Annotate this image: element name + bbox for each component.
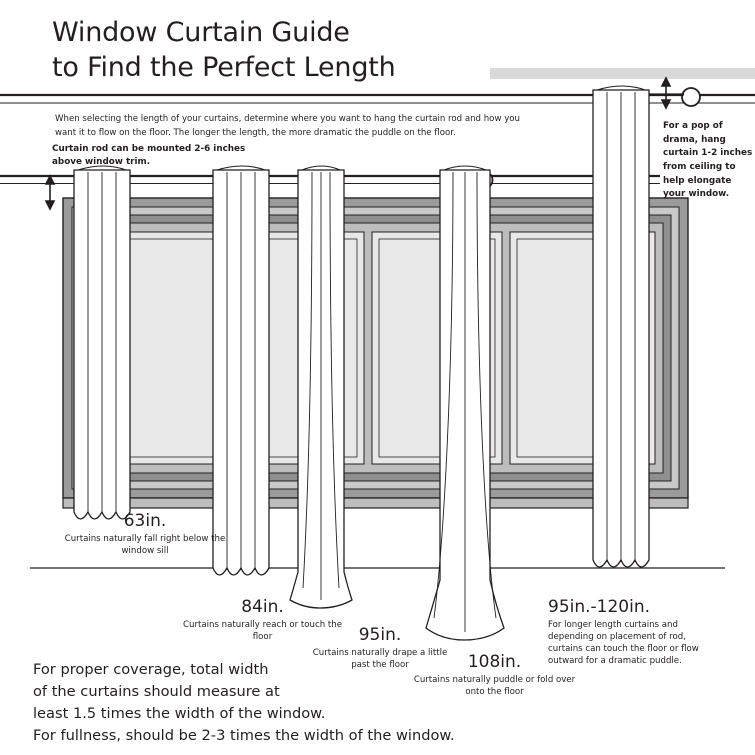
note-rod-mount: Curtain rod can be mounted 2-6 inches above window trim. [52,144,246,168]
curtain-95 [290,166,352,608]
label-63in-size: 63in. [123,511,167,531]
intro-paragraph: When selecting the length of your curtains, determine where you want to hang the curtain rod and how you want it to flow on the floor. The longer the length, the more dramatic the puddle on the floor. [55,114,520,138]
curtain-63 [74,166,130,519]
footer-note [33,659,553,747]
page-title-line1: Window Curtain Guide [52,17,350,48]
label-108in-size: 108in. [467,652,522,672]
footer-line2: of the curtains should measure at [33,682,280,700]
footer-line4: For fullness, should be 2-3 times the width of the window. [33,726,455,744]
label-63in [55,512,235,557]
note-pop-of-drama: For a pop of drama, hang curtain 1-2 inches from ceiling to help elongate your window. [663,121,753,200]
measure-arrow-right [662,78,670,108]
label-84in-size: 84in. [241,597,284,617]
measure-arrow-left [46,176,54,209]
label-63in-desc: Curtains naturally fall right below the window sill [64,533,226,556]
label-95-120in-desc: For longer length curtains and depending on placement of rod, curtains can touch the floor or flow outward for a dramatic puddle. [548,619,699,667]
label-95-120in [548,598,723,668]
page-title [52,16,572,85]
footer-line1: For proper coverage, total width [33,661,269,678]
label-108in-desc: Curtains naturally puddle or fold over onto the floor [413,674,576,697]
footer-line3: least 1.5 times the width of the window. [33,704,326,722]
label-95in-size: 95in. [358,625,402,645]
curtain-120 [593,86,649,567]
label-95-120in-size: 95in.-120in. [548,597,651,617]
label-95in-desc: Curtains naturally drape a little past the floor [312,647,448,670]
label-84in-desc: Curtains naturally reach or touch the floor [183,619,342,642]
page-title-line2: to Find the Perfect Length [52,51,396,83]
